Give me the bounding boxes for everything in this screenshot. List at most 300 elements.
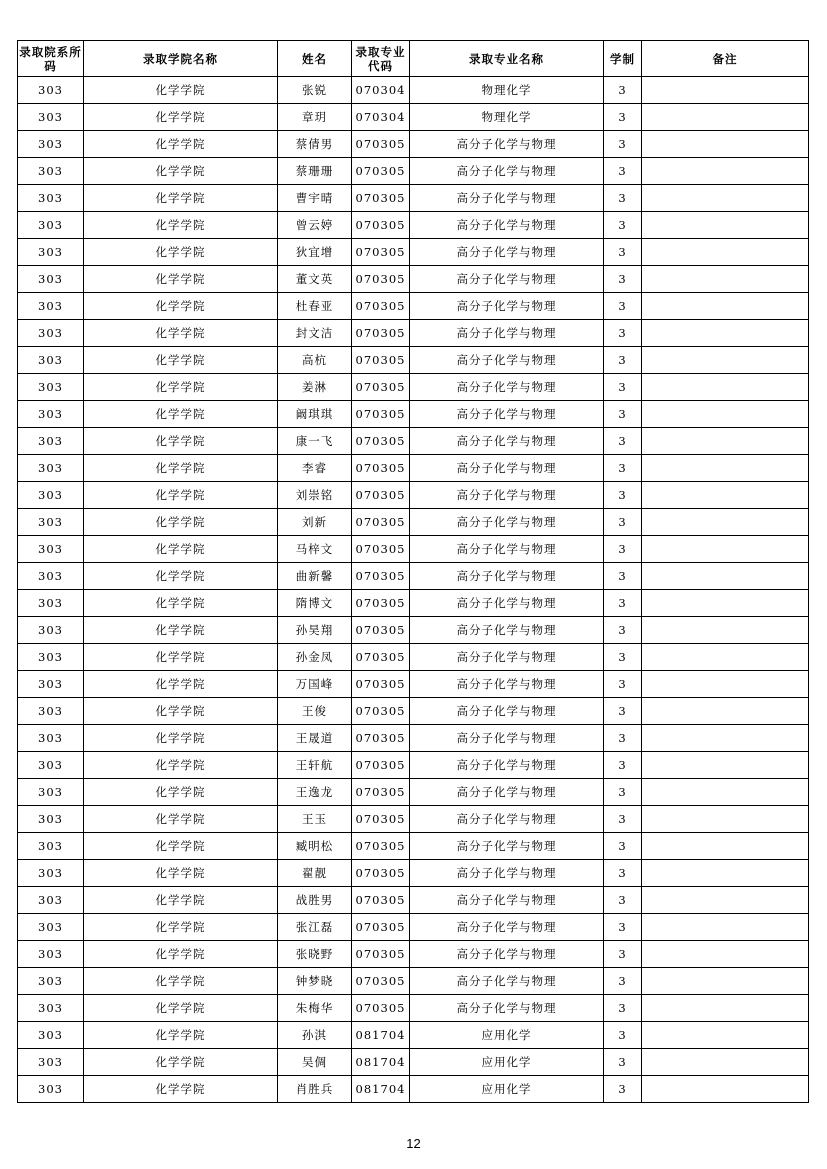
college-name-cell: 化学学院 bbox=[84, 1076, 278, 1103]
dept-code-cell: 303 bbox=[18, 374, 84, 401]
remarks-cell bbox=[642, 509, 809, 536]
dept-code-cell: 303 bbox=[18, 239, 84, 266]
student-name-cell: 臧明松 bbox=[278, 833, 352, 860]
major-code-cell: 070304 bbox=[352, 77, 410, 104]
college-name-cell: 化学学院 bbox=[84, 266, 278, 293]
remarks-cell bbox=[642, 1076, 809, 1103]
remarks-cell bbox=[642, 455, 809, 482]
duration-cell: 3 bbox=[604, 455, 642, 482]
remarks-cell bbox=[642, 671, 809, 698]
major-code-cell: 070305 bbox=[352, 131, 410, 158]
college-name-cell: 化学学院 bbox=[84, 455, 278, 482]
major-code-cell: 070305 bbox=[352, 401, 410, 428]
college-name-cell: 化学学院 bbox=[84, 860, 278, 887]
major-code-cell: 070305 bbox=[352, 644, 410, 671]
student-name-cell: 刘新 bbox=[278, 509, 352, 536]
college-name-cell: 化学学院 bbox=[84, 968, 278, 995]
major-name-cell: 高分子化学与物理 bbox=[410, 968, 604, 995]
table-row bbox=[18, 320, 809, 347]
college-name-cell: 化学学院 bbox=[84, 779, 278, 806]
table-row bbox=[18, 401, 809, 428]
college-name-cell: 化学学院 bbox=[84, 347, 278, 374]
table-row bbox=[18, 266, 809, 293]
student-name-cell: 董文英 bbox=[278, 266, 352, 293]
major-name-cell: 应用化学 bbox=[410, 1049, 604, 1076]
remarks-cell bbox=[642, 266, 809, 293]
table-row bbox=[18, 158, 809, 185]
duration-cell: 3 bbox=[604, 941, 642, 968]
student-name-cell: 孙昊翔 bbox=[278, 617, 352, 644]
major-name-cell: 高分子化学与物理 bbox=[410, 158, 604, 185]
student-name-cell: 曹宇晴 bbox=[278, 185, 352, 212]
remarks-cell bbox=[642, 590, 809, 617]
dept-code-cell: 303 bbox=[18, 914, 84, 941]
header-major-code: 录取专业代码 bbox=[352, 41, 410, 77]
student-name-cell: 吴倜 bbox=[278, 1049, 352, 1076]
college-name-cell: 化学学院 bbox=[84, 212, 278, 239]
dept-code-cell: 303 bbox=[18, 941, 84, 968]
dept-code-cell: 303 bbox=[18, 77, 84, 104]
student-name-cell: 翟靓 bbox=[278, 860, 352, 887]
major-name-cell: 高分子化学与物理 bbox=[410, 482, 604, 509]
table-row bbox=[18, 563, 809, 590]
header-major-name: 录取专业名称 bbox=[410, 41, 604, 77]
table-row bbox=[18, 941, 809, 968]
student-name-cell: 王轩航 bbox=[278, 752, 352, 779]
college-name-cell: 化学学院 bbox=[84, 131, 278, 158]
remarks-cell bbox=[642, 347, 809, 374]
table-row bbox=[18, 806, 809, 833]
college-name-cell: 化学学院 bbox=[84, 509, 278, 536]
header-duration: 学制 bbox=[604, 41, 642, 77]
remarks-cell bbox=[642, 536, 809, 563]
student-name-cell: 李睿 bbox=[278, 455, 352, 482]
major-code-cell: 070305 bbox=[352, 806, 410, 833]
college-name-cell: 化学学院 bbox=[84, 428, 278, 455]
duration-cell: 3 bbox=[604, 752, 642, 779]
major-code-cell: 070305 bbox=[352, 212, 410, 239]
college-name-cell: 化学学院 bbox=[84, 563, 278, 590]
remarks-cell bbox=[642, 887, 809, 914]
remarks-cell bbox=[642, 968, 809, 995]
table-row bbox=[18, 536, 809, 563]
major-name-cell: 高分子化学与物理 bbox=[410, 509, 604, 536]
duration-cell: 3 bbox=[604, 995, 642, 1022]
table-row bbox=[18, 725, 809, 752]
remarks-cell bbox=[642, 185, 809, 212]
major-code-cell: 070305 bbox=[352, 293, 410, 320]
remarks-cell bbox=[642, 941, 809, 968]
major-code-cell: 070305 bbox=[352, 536, 410, 563]
dept-code-cell: 303 bbox=[18, 455, 84, 482]
table-row bbox=[18, 617, 809, 644]
college-name-cell: 化学学院 bbox=[84, 914, 278, 941]
dept-code-cell: 303 bbox=[18, 401, 84, 428]
major-code-cell: 070305 bbox=[352, 833, 410, 860]
student-name-cell: 王玉 bbox=[278, 806, 352, 833]
major-name-cell: 高分子化学与物理 bbox=[410, 887, 604, 914]
table-row bbox=[18, 995, 809, 1022]
duration-cell: 3 bbox=[604, 671, 642, 698]
college-name-cell: 化学学院 bbox=[84, 1022, 278, 1049]
duration-cell: 3 bbox=[604, 887, 642, 914]
major-code-cell: 070305 bbox=[352, 779, 410, 806]
major-name-cell: 高分子化学与物理 bbox=[410, 563, 604, 590]
college-name-cell: 化学学院 bbox=[84, 374, 278, 401]
student-name-cell: 章玥 bbox=[278, 104, 352, 131]
dept-code-cell: 303 bbox=[18, 266, 84, 293]
major-code-cell: 070305 bbox=[352, 860, 410, 887]
student-name-cell: 曾云婷 bbox=[278, 212, 352, 239]
student-name-cell: 康一飞 bbox=[278, 428, 352, 455]
duration-cell: 3 bbox=[604, 185, 642, 212]
major-name-cell: 高分子化学与物理 bbox=[410, 374, 604, 401]
major-name-cell: 高分子化学与物理 bbox=[410, 239, 604, 266]
table-row bbox=[18, 482, 809, 509]
major-name-cell: 高分子化学与物理 bbox=[410, 914, 604, 941]
header-college-name: 录取学院名称 bbox=[84, 41, 278, 77]
major-name-cell: 应用化学 bbox=[410, 1076, 604, 1103]
student-name-cell: 马梓文 bbox=[278, 536, 352, 563]
table-row bbox=[18, 968, 809, 995]
remarks-cell bbox=[642, 401, 809, 428]
dept-code-cell: 303 bbox=[18, 1049, 84, 1076]
college-name-cell: 化学学院 bbox=[84, 401, 278, 428]
major-code-cell: 070305 bbox=[352, 482, 410, 509]
student-name-cell: 王俊 bbox=[278, 698, 352, 725]
student-name-cell: 孙淇 bbox=[278, 1022, 352, 1049]
table-row bbox=[18, 752, 809, 779]
dept-code-cell: 303 bbox=[18, 671, 84, 698]
student-name-cell: 高杭 bbox=[278, 347, 352, 374]
college-name-cell: 化学学院 bbox=[84, 590, 278, 617]
duration-cell: 3 bbox=[604, 104, 642, 131]
student-name-cell: 孙金凤 bbox=[278, 644, 352, 671]
remarks-cell bbox=[642, 833, 809, 860]
major-name-cell: 高分子化学与物理 bbox=[410, 698, 604, 725]
duration-cell: 3 bbox=[604, 293, 642, 320]
college-name-cell: 化学学院 bbox=[84, 671, 278, 698]
major-name-cell: 高分子化学与物理 bbox=[410, 995, 604, 1022]
remarks-cell bbox=[642, 779, 809, 806]
major-name-cell: 高分子化学与物理 bbox=[410, 806, 604, 833]
college-name-cell: 化学学院 bbox=[84, 158, 278, 185]
remarks-cell bbox=[642, 1049, 809, 1076]
major-name-cell: 高分子化学与物理 bbox=[410, 644, 604, 671]
remarks-cell bbox=[642, 293, 809, 320]
major-code-cell: 070305 bbox=[352, 158, 410, 185]
duration-cell: 3 bbox=[604, 698, 642, 725]
major-name-cell: 高分子化学与物理 bbox=[410, 266, 604, 293]
remarks-cell bbox=[642, 995, 809, 1022]
major-name-cell: 高分子化学与物理 bbox=[410, 347, 604, 374]
major-code-cell: 070305 bbox=[352, 563, 410, 590]
remarks-cell bbox=[642, 914, 809, 941]
dept-code-cell: 303 bbox=[18, 104, 84, 131]
college-name-cell: 化学学院 bbox=[84, 185, 278, 212]
remarks-cell bbox=[642, 1022, 809, 1049]
major-code-cell: 070305 bbox=[352, 347, 410, 374]
duration-cell: 3 bbox=[604, 536, 642, 563]
college-name-cell: 化学学院 bbox=[84, 833, 278, 860]
header-dept-code: 录取院系所码 bbox=[18, 41, 84, 77]
table-row bbox=[18, 833, 809, 860]
college-name-cell: 化学学院 bbox=[84, 1049, 278, 1076]
major-code-cell: 081704 bbox=[352, 1022, 410, 1049]
student-name-cell: 王晟道 bbox=[278, 725, 352, 752]
student-name-cell: 隋博文 bbox=[278, 590, 352, 617]
major-name-cell: 高分子化学与物理 bbox=[410, 212, 604, 239]
duration-cell: 3 bbox=[604, 239, 642, 266]
admission-table-sheet bbox=[17, 40, 808, 1103]
table-row bbox=[18, 428, 809, 455]
table-row bbox=[18, 860, 809, 887]
dept-code-cell: 303 bbox=[18, 779, 84, 806]
student-name-cell: 钟梦晓 bbox=[278, 968, 352, 995]
duration-cell: 3 bbox=[604, 725, 642, 752]
remarks-cell bbox=[642, 698, 809, 725]
table-row bbox=[18, 590, 809, 617]
student-name-cell: 蔡珊珊 bbox=[278, 158, 352, 185]
remarks-cell bbox=[642, 482, 809, 509]
remarks-cell bbox=[642, 320, 809, 347]
college-name-cell: 化学学院 bbox=[84, 887, 278, 914]
major-name-cell: 高分子化学与物理 bbox=[410, 671, 604, 698]
major-name-cell: 物理化学 bbox=[410, 104, 604, 131]
table-row bbox=[18, 104, 809, 131]
college-name-cell: 化学学院 bbox=[84, 77, 278, 104]
student-name-cell: 刘崇铭 bbox=[278, 482, 352, 509]
major-code-cell: 070305 bbox=[352, 455, 410, 482]
table-row bbox=[18, 374, 809, 401]
remarks-cell bbox=[642, 428, 809, 455]
table-row bbox=[18, 347, 809, 374]
table-row bbox=[18, 455, 809, 482]
major-name-cell: 高分子化学与物理 bbox=[410, 617, 604, 644]
major-code-cell: 070305 bbox=[352, 968, 410, 995]
major-code-cell: 070305 bbox=[352, 374, 410, 401]
header-remarks: 备注 bbox=[642, 41, 809, 77]
college-name-cell: 化学学院 bbox=[84, 644, 278, 671]
major-name-cell: 高分子化学与物理 bbox=[410, 536, 604, 563]
remarks-cell bbox=[642, 158, 809, 185]
major-name-cell: 高分子化学与物理 bbox=[410, 401, 604, 428]
table-row bbox=[18, 212, 809, 239]
duration-cell: 3 bbox=[604, 914, 642, 941]
college-name-cell: 化学学院 bbox=[84, 239, 278, 266]
table-row bbox=[18, 509, 809, 536]
duration-cell: 3 bbox=[604, 1022, 642, 1049]
duration-cell: 3 bbox=[604, 1076, 642, 1103]
major-name-cell: 高分子化学与物理 bbox=[410, 725, 604, 752]
major-code-cell: 070305 bbox=[352, 725, 410, 752]
table-row bbox=[18, 1076, 809, 1103]
college-name-cell: 化学学院 bbox=[84, 752, 278, 779]
major-name-cell: 高分子化学与物理 bbox=[410, 590, 604, 617]
duration-cell: 3 bbox=[604, 509, 642, 536]
duration-cell: 3 bbox=[604, 374, 642, 401]
duration-cell: 3 bbox=[604, 428, 642, 455]
page-number: 12 bbox=[406, 1136, 421, 1151]
major-name-cell: 高分子化学与物理 bbox=[410, 293, 604, 320]
duration-cell: 3 bbox=[604, 158, 642, 185]
major-name-cell: 高分子化学与物理 bbox=[410, 752, 604, 779]
major-code-cell: 081704 bbox=[352, 1076, 410, 1103]
table-row bbox=[18, 914, 809, 941]
college-name-cell: 化学学院 bbox=[84, 617, 278, 644]
major-code-cell: 070305 bbox=[352, 509, 410, 536]
college-name-cell: 化学学院 bbox=[84, 698, 278, 725]
dept-code-cell: 303 bbox=[18, 887, 84, 914]
major-name-cell: 高分子化学与物理 bbox=[410, 428, 604, 455]
table-header-row bbox=[18, 41, 809, 77]
major-code-cell: 070305 bbox=[352, 671, 410, 698]
duration-cell: 3 bbox=[604, 590, 642, 617]
header-student-name: 姓名 bbox=[278, 41, 352, 77]
major-name-cell: 物理化学 bbox=[410, 77, 604, 104]
major-code-cell: 070305 bbox=[352, 185, 410, 212]
dept-code-cell: 303 bbox=[18, 590, 84, 617]
duration-cell: 3 bbox=[604, 212, 642, 239]
table-row bbox=[18, 887, 809, 914]
remarks-cell bbox=[642, 617, 809, 644]
remarks-cell bbox=[642, 131, 809, 158]
major-code-cell: 070305 bbox=[352, 239, 410, 266]
student-name-cell: 战胜男 bbox=[278, 887, 352, 914]
duration-cell: 3 bbox=[604, 779, 642, 806]
table-row bbox=[18, 644, 809, 671]
duration-cell: 3 bbox=[604, 860, 642, 887]
duration-cell: 3 bbox=[604, 563, 642, 590]
college-name-cell: 化学学院 bbox=[84, 536, 278, 563]
major-code-cell: 070305 bbox=[352, 320, 410, 347]
college-name-cell: 化学学院 bbox=[84, 104, 278, 131]
major-code-cell: 070305 bbox=[352, 590, 410, 617]
student-name-cell: 曲新馨 bbox=[278, 563, 352, 590]
dept-code-cell: 303 bbox=[18, 428, 84, 455]
dept-code-cell: 303 bbox=[18, 158, 84, 185]
duration-cell: 3 bbox=[604, 644, 642, 671]
dept-code-cell: 303 bbox=[18, 1022, 84, 1049]
major-name-cell: 高分子化学与物理 bbox=[410, 131, 604, 158]
dept-code-cell: 303 bbox=[18, 482, 84, 509]
student-name-cell: 张江磊 bbox=[278, 914, 352, 941]
student-name-cell: 朱梅华 bbox=[278, 995, 352, 1022]
remarks-cell bbox=[642, 239, 809, 266]
student-name-cell: 张锐 bbox=[278, 77, 352, 104]
duration-cell: 3 bbox=[604, 617, 642, 644]
major-name-cell: 高分子化学与物理 bbox=[410, 185, 604, 212]
major-code-cell: 070305 bbox=[352, 995, 410, 1022]
remarks-cell bbox=[642, 752, 809, 779]
major-name-cell: 高分子化学与物理 bbox=[410, 860, 604, 887]
duration-cell: 3 bbox=[604, 320, 642, 347]
dept-code-cell: 303 bbox=[18, 185, 84, 212]
table-row bbox=[18, 239, 809, 266]
major-name-cell: 高分子化学与物理 bbox=[410, 320, 604, 347]
table-row bbox=[18, 698, 809, 725]
college-name-cell: 化学学院 bbox=[84, 806, 278, 833]
dept-code-cell: 303 bbox=[18, 968, 84, 995]
major-name-cell: 应用化学 bbox=[410, 1022, 604, 1049]
student-name-cell: 万国峰 bbox=[278, 671, 352, 698]
major-name-cell: 高分子化学与物理 bbox=[410, 833, 604, 860]
duration-cell: 3 bbox=[604, 833, 642, 860]
dept-code-cell: 303 bbox=[18, 644, 84, 671]
table-row bbox=[18, 293, 809, 320]
remarks-cell bbox=[642, 860, 809, 887]
major-code-cell: 081704 bbox=[352, 1049, 410, 1076]
table-row bbox=[18, 779, 809, 806]
student-name-cell: 封文洁 bbox=[278, 320, 352, 347]
college-name-cell: 化学学院 bbox=[84, 482, 278, 509]
major-code-cell: 070304 bbox=[352, 104, 410, 131]
dept-code-cell: 303 bbox=[18, 698, 84, 725]
dept-code-cell: 303 bbox=[18, 833, 84, 860]
student-name-cell: 蔡倩男 bbox=[278, 131, 352, 158]
remarks-cell bbox=[642, 104, 809, 131]
college-name-cell: 化学学院 bbox=[84, 941, 278, 968]
remarks-cell bbox=[642, 212, 809, 239]
college-name-cell: 化学学院 bbox=[84, 293, 278, 320]
student-name-cell: 杜春亚 bbox=[278, 293, 352, 320]
major-name-cell: 高分子化学与物理 bbox=[410, 779, 604, 806]
dept-code-cell: 303 bbox=[18, 563, 84, 590]
student-name-cell: 肖胜兵 bbox=[278, 1076, 352, 1103]
duration-cell: 3 bbox=[604, 968, 642, 995]
major-name-cell: 高分子化学与物理 bbox=[410, 941, 604, 968]
major-code-cell: 070305 bbox=[352, 914, 410, 941]
table-row bbox=[18, 77, 809, 104]
table-row bbox=[18, 185, 809, 212]
remarks-cell bbox=[642, 644, 809, 671]
remarks-cell bbox=[642, 374, 809, 401]
table-row bbox=[18, 131, 809, 158]
dept-code-cell: 303 bbox=[18, 131, 84, 158]
major-code-cell: 070305 bbox=[352, 266, 410, 293]
dept-code-cell: 303 bbox=[18, 860, 84, 887]
remarks-cell bbox=[642, 806, 809, 833]
dept-code-cell: 303 bbox=[18, 617, 84, 644]
student-name-cell: 王逸龙 bbox=[278, 779, 352, 806]
dept-code-cell: 303 bbox=[18, 212, 84, 239]
major-code-cell: 070305 bbox=[352, 617, 410, 644]
student-name-cell: 张晓野 bbox=[278, 941, 352, 968]
remarks-cell bbox=[642, 563, 809, 590]
major-code-cell: 070305 bbox=[352, 887, 410, 914]
remarks-cell bbox=[642, 77, 809, 104]
duration-cell: 3 bbox=[604, 1049, 642, 1076]
college-name-cell: 化学学院 bbox=[84, 320, 278, 347]
duration-cell: 3 bbox=[604, 347, 642, 374]
duration-cell: 3 bbox=[604, 401, 642, 428]
major-code-cell: 070305 bbox=[352, 941, 410, 968]
dept-code-cell: 303 bbox=[18, 806, 84, 833]
student-name-cell: 狄宜增 bbox=[278, 239, 352, 266]
dept-code-cell: 303 bbox=[18, 509, 84, 536]
dept-code-cell: 303 bbox=[18, 752, 84, 779]
remarks-cell bbox=[642, 725, 809, 752]
dept-code-cell: 303 bbox=[18, 536, 84, 563]
student-name-cell: 阚琪琪 bbox=[278, 401, 352, 428]
dept-code-cell: 303 bbox=[18, 347, 84, 374]
college-name-cell: 化学学院 bbox=[84, 995, 278, 1022]
major-name-cell: 高分子化学与物理 bbox=[410, 455, 604, 482]
dept-code-cell: 303 bbox=[18, 320, 84, 347]
duration-cell: 3 bbox=[604, 482, 642, 509]
table-row bbox=[18, 671, 809, 698]
major-code-cell: 070305 bbox=[352, 698, 410, 725]
